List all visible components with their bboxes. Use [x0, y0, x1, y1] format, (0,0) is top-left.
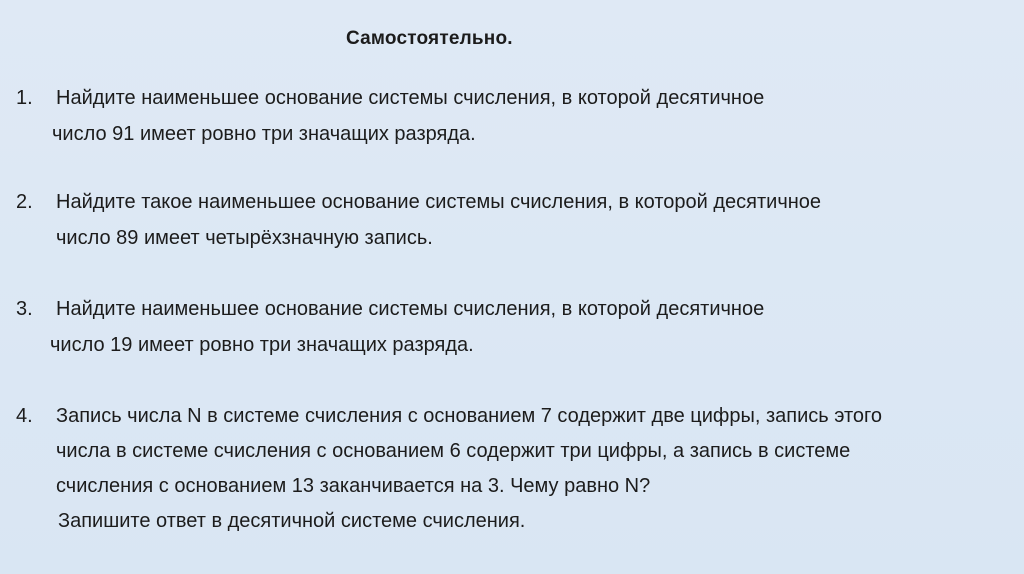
item-2-number: 2.	[16, 191, 33, 213]
item-3-line-1: Найдите наименьшее основание системы счисления, в которой десятичное	[56, 298, 765, 320]
slide-title: Самостоятельно.	[346, 28, 513, 49]
item-4-line-3: счисления с основанием 13 заканчивается на 3. Чему равно N?	[56, 475, 651, 497]
item-3-number: 3.	[16, 298, 33, 320]
item-4-line-2: числа в системе счисления с основанием 6 содержит три цифры, а запись в системе	[56, 440, 851, 462]
item-4-line-1: Запись числа N в системе счисления с основанием 7 содержит две цифры, запись этого	[56, 405, 883, 427]
item-2-line-1: Найдите такое наименьшее основание системы счисления, в которой десятичное	[56, 191, 822, 213]
item-1-number: 1.	[16, 87, 33, 109]
item-4-number: 4.	[16, 405, 33, 427]
item-2-line-2: число 89 имеет четырёхзначную запись.	[56, 227, 433, 249]
item-4-line-4: Запишите ответ в десятичной системе счисления.	[58, 510, 526, 532]
item-3-line-2: число 19 имеет ровно три значащих разряда.	[50, 334, 474, 356]
item-1-line-2: число 91 имеет ровно три значащих разряда.	[52, 123, 476, 145]
item-1-line-1: Найдите наименьшее основание системы счисления, в которой десятичное	[56, 87, 765, 109]
